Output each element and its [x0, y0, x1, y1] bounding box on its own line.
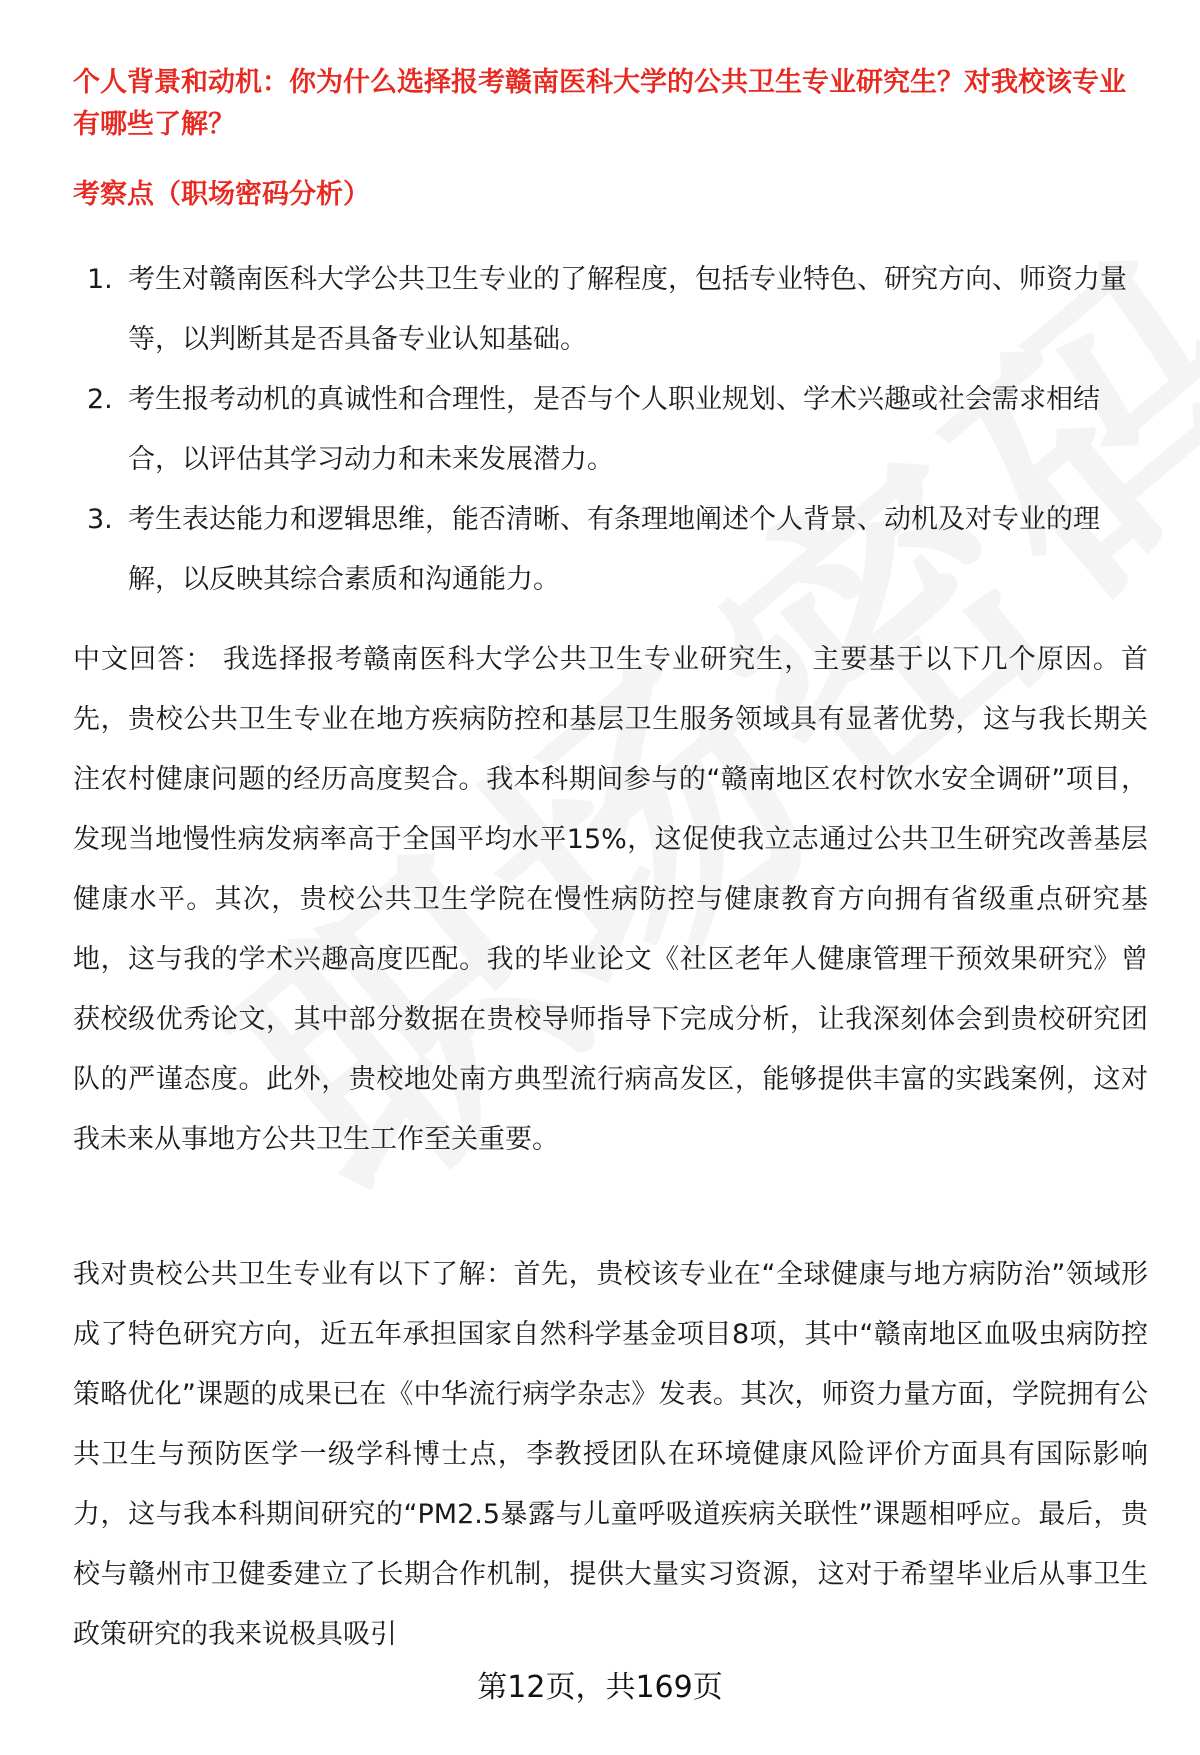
list-item-number: 2. — [87, 384, 113, 415]
list-item-text: 考生对赣南医科大学公共卫生专业的了解程度，包括专业特色、研究方向、师资力量等，以判断其是否具备专业认知基础。 — [128, 264, 1127, 355]
list-item-text: 考生报考动机的真诚性和合理性，是否与个人职业规划、学术兴趣或社会需求相结合，以评估其学习动力和未来发展潜力。 — [128, 384, 1100, 475]
list-item-number: 1. — [87, 264, 113, 295]
answer-paragraph-1: 中文回答： 我选择报考赣南医科大学公共卫生专业研究生，主要基于以下几个原因。首先，贵校公共卫生专业在地方疾病防控和基层卫生服务领域具有显著优势，这与我长期关注农村健康问题的经历高度契合。我本科期间参与的“赣南地区农村饮水安全调研”项目，发现当地慢性病发病率高于全国平均水平15%，这促使我立志通过公共卫生研究改善基层健康水平。其次，贵校公共卫生学院在慢性病防控与健康教育方向拥有省级重点研究基地，这与我的学术兴趣高度匹配。我的毕业论文《社区老年人健康管理干预效果研究》曾获校级优秀论文，其中部分数据在贵校导师指导下完成分析，让我深刻体会到贵校研究团队的严谨态度。此外，贵校地处南方典型流行病高发区，能够提供丰富的实践案例，这对我未来从事地方公共卫生工作至关重要。 — [73, 644, 1148, 1155]
question-heading: 个人背景和动机：你为什么选择报考赣南医科大学的公共卫生专业研究生？对我校该专业有哪些了解？ — [73, 67, 1126, 140]
page-number-footer: 第12页，共169页 — [477, 1670, 723, 1705]
assessment-points-list — [73, 250, 1148, 610]
answer-paragraph-2: 我对贵校公共卫生专业有以下了解：首先，贵校该专业在“全球健康与地方病防治”领域形成了特色研究方向，近五年承担国家自然科学基金项目8项，其中“赣南地区血吸虫病防控策略优化”课题的成果已在《中华流行病学杂志》发表。其次，师资力量方面，学院拥有公共卫生与预防医学一级学科博士点，李教授团队在环境健康风险评价方面具有国际影响力，这与我本科期间研究的“PM2.5暴露与儿童呼吸道疾病关联性”课题相呼应。最后，贵校与赣州市卫健委建立了长期合作机制，提供大量实习资源，这对于希望毕业后从事卫生政策研究的我来说极具吸引 — [73, 1259, 1148, 1650]
list-item — [73, 490, 1148, 610]
list-item-number: 3. — [87, 504, 113, 535]
list-item-text: 考生表达能力和逻辑思维，能否清晰、有条理地阐述个人背景、动机及对专业的理解，以反映其综合素质和沟通能力。 — [128, 504, 1100, 595]
list-item — [73, 250, 1148, 370]
assessment-points-heading: 考察点（职场密码分析） — [73, 179, 370, 210]
list-item — [73, 370, 1148, 490]
